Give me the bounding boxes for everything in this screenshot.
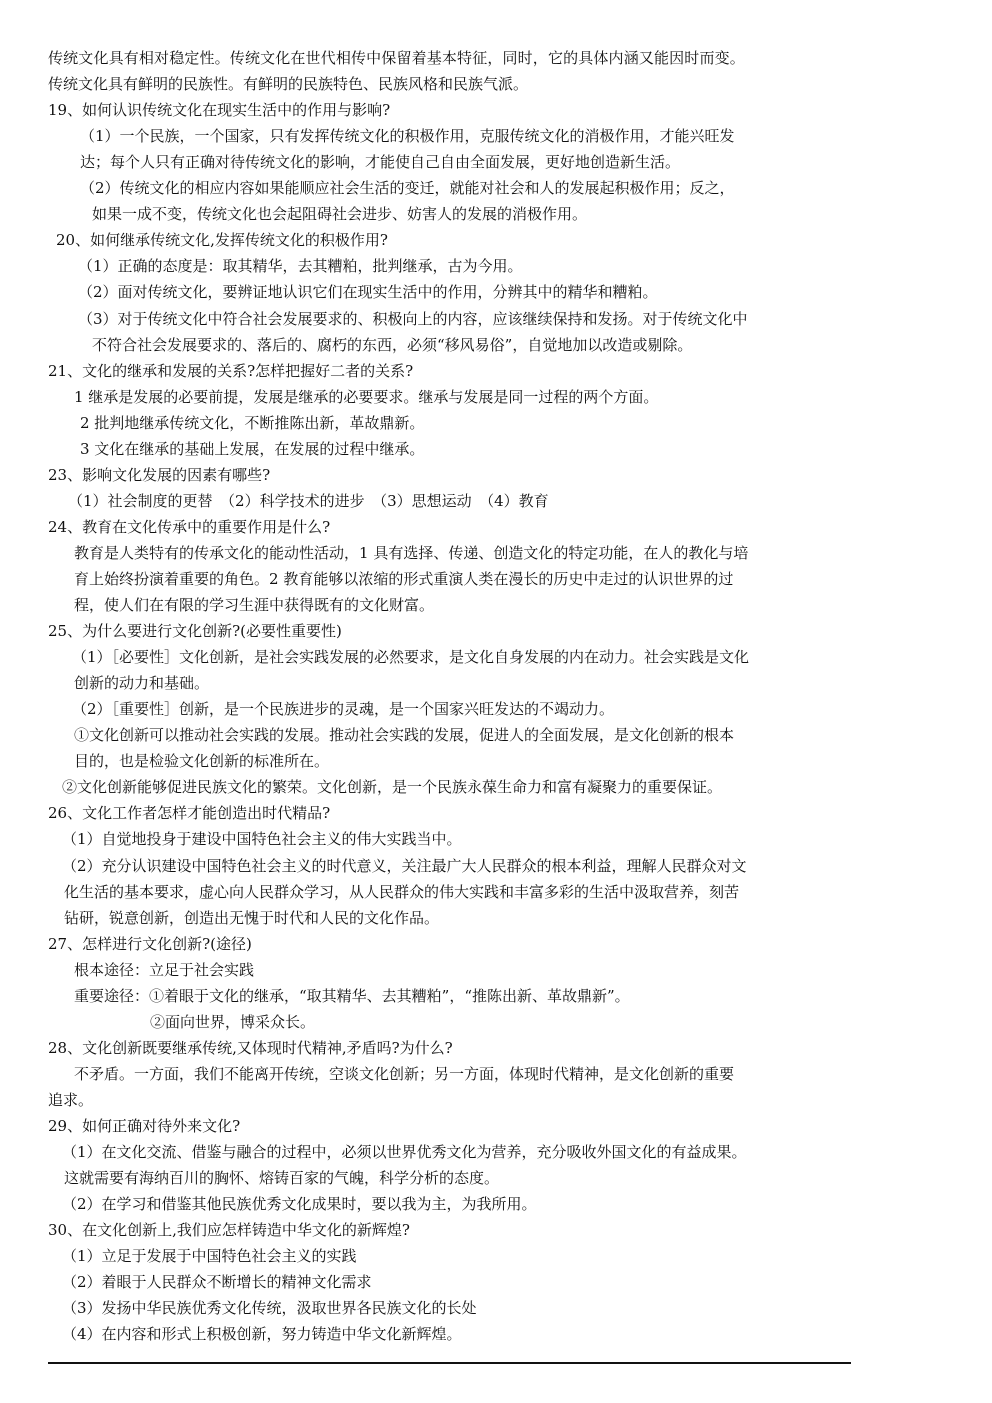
text-line: （1）自觉地投身于建设中国特色社会主义的伟大实践当中。 xyxy=(62,830,462,848)
question-heading: 29、如何正确对待外来文化? xyxy=(48,1117,241,1135)
text-line: （3）对于传统文化中符合社会发展要求的、积极向上的内容，应该继续保持和发扬。对于传统文化中 xyxy=(78,310,748,328)
text-line: 化生活的基本要求，虚心向人民群众学习，从人民群众的伟大实践和丰富多彩的生活中汲取营养，刻苦 xyxy=(64,883,740,901)
text-line: ②文化创新能够促进民族文化的繁荣。文化创新，是一个民族永葆生命力和富有凝聚力的重要保证。 xyxy=(62,778,723,796)
text-line: 这就需要有海纳百川的胸怀、熔铸百家的气魄，科学分析的态度。 xyxy=(64,1169,500,1187)
text-line: 1 继承是发展的必要前提，发展是继承的必要要求。继承与发展是同一过程的两个方面。 xyxy=(74,388,659,406)
question-heading: 23、影响文化发展的因素有哪些? xyxy=(48,466,271,484)
text-line: 2 批判地继承传统文化，不断推陈出新，革故鼎新。 xyxy=(80,414,425,432)
text-line: 传统文化具有鲜明的民族性。有鲜明的民族特色、民族风格和民族气派。 xyxy=(48,75,529,93)
text-line: 根本途径：立足于社会实践 xyxy=(74,961,255,979)
text-line: 不符合社会发展要求的、落后的、腐朽的东西，必须“移风易俗”，自觉地加以改造或剔除。 xyxy=(92,336,693,354)
text-line: （3）发扬中华民族优秀文化传统，汲取世界各民族文化的长处 xyxy=(62,1299,477,1317)
text-line: 育上始终扮演着重要的角色。2 教育能够以浓缩的形式重演人类在漫长的历史中走过的认识世界的过 xyxy=(74,570,734,588)
text-line: （1）在文化交流、借鉴与融合的过程中，必须以世界优秀文化为营养，充分吸收外国文化的有益成果。 xyxy=(62,1143,747,1161)
question-heading: 20、如何继承传统文化,发挥传统文化的积极作用? xyxy=(56,231,388,249)
text-line: 重要途径：①着眼于文化的继承，“取其精华、去其糟粕”，“推陈出新、革故鼎新”。 xyxy=(74,987,630,1005)
text-line: （2）充分认识建设中国特色社会主义的时代意义，关注最广大人民群众的根本利益，理解人民群众对文 xyxy=(62,857,747,875)
text-line: （4）在内容和形式上积极创新，努力铸造中华文化新辉煌。 xyxy=(62,1325,462,1343)
text-line: 传统文化具有相对稳定性。传统文化在世代相传中保留着基本特征，同时，它的具体内涵又能因时而变。 xyxy=(48,49,745,67)
text-line: （2）在学习和借鉴其他民族优秀文化成果时，要以我为主，为我所用。 xyxy=(62,1195,537,1213)
text-line: （1）一个民族，一个国家，只有发挥传统文化的积极作用，克服传统文化的消极作用，才能兴旺发 xyxy=(80,127,735,145)
question-heading: 30、在文化创新上,我们应怎样铸造中华文化的新辉煌? xyxy=(48,1221,410,1239)
text-line: （1）正确的态度是：取其精华，去其糟粕，批判继承，古为今用。 xyxy=(78,257,523,275)
text-line: （1）［必要性］文化创新，是社会实践发展的必然要求，是文化自身发展的内在动力。社会实践是文化 xyxy=(72,648,750,666)
question-heading: 21、文化的继承和发展的关系?怎样把握好二者的关系? xyxy=(48,362,414,380)
text-line: 达；每个人只有正确对待传统文化的影响，才能使自己自由全面发展，更好地创造新生活。 xyxy=(80,153,681,171)
text-line: （2）传统文化的相应内容如果能顺应社会生活的变迁，就能对社会和人的发展起积极作用；反之， xyxy=(80,179,735,197)
text-line: （2）面对传统文化，要辨证地认识它们在现实生活中的作用，分辨其中的精华和糟粕。 xyxy=(78,283,658,301)
question-heading: 28、文化创新既要继承传统,又体现时代精神,矛盾吗?为什么? xyxy=(48,1039,453,1057)
text-line: 程，使人们在有限的学习生涯中获得既有的文化财富。 xyxy=(74,596,435,614)
text-line: 追求。 xyxy=(48,1091,94,1109)
text-line: 目的，也是检验文化创新的标准所在。 xyxy=(74,752,330,770)
question-heading: 27、怎样进行文化创新?(途径) xyxy=(48,935,252,953)
text-line: 创新的动力和基础。 xyxy=(74,674,210,692)
text-line: 不矛盾。一方面，我们不能离开传统，空谈文化创新；另一方面，体现时代精神，是文化创新的重要 xyxy=(74,1065,735,1083)
question-heading: 26、文化工作者怎样才能创造出时代精品? xyxy=(48,804,331,822)
text-line: （2）着眼于人民群众不断增长的精神文化需求 xyxy=(62,1273,372,1291)
footer-divider xyxy=(48,1362,851,1364)
text-line: （2）［重要性］创新，是一个民族进步的灵魂，是一个国家兴旺发达的不竭动力。 xyxy=(72,700,615,718)
text-line: ②面向世界，博采众长。 xyxy=(150,1013,316,1031)
question-heading: 24、教育在文化传承中的重要作用是什么? xyxy=(48,518,331,536)
text-line: 钻研，锐意创新，创造出无愧于时代和人民的文化作品。 xyxy=(64,909,440,927)
question-heading: 19、如何认识传统文化在现实生活中的作用与影响? xyxy=(48,101,391,119)
text-line: （1）社会制度的更替 （2）科学技术的进步 （3）思想运动 （4）教育 xyxy=(68,492,549,510)
text-line: （1）立足于发展于中国特色社会主义的实践 xyxy=(62,1247,357,1265)
text-line: 教育是人类特有的传承文化的能动性活动，1 具有选择、传递、创造文化的特定功能，在人的教化与培 xyxy=(74,544,749,562)
text-line: 如果一成不变，传统文化也会起阻碍社会进步、妨害人的发展的消极作用。 xyxy=(92,205,588,223)
text-line: ①文化创新可以推动社会实践的发展。推动社会实践的发展，促进人的全面发展，是文化创新的根本 xyxy=(74,726,735,744)
question-heading: 25、为什么要进行文化创新?(必要性重要性) xyxy=(48,622,342,640)
text-line: 3 文化在继承的基础上发展，在发展的过程中继承。 xyxy=(80,440,425,458)
